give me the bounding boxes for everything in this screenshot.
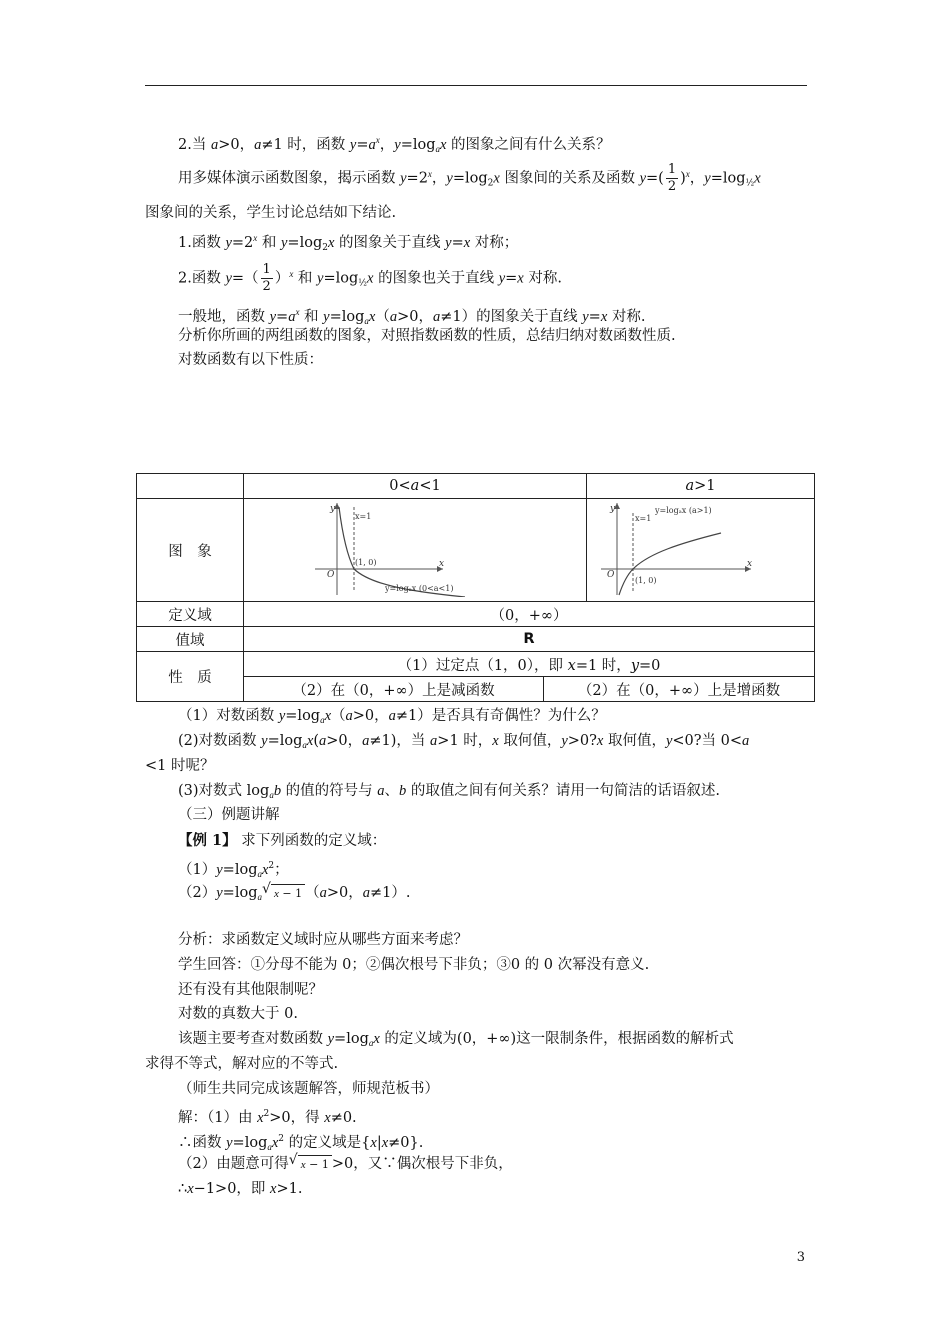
section-3-title: （三）例题讲解 (178, 807, 280, 823)
general-statement: 一般地，函数 $y=a^x$ 和 $y=\log_ax(a>0$，a≠1）的图象关于直线 y=x 对称. (178, 307, 646, 326)
analysis-2: 学生回答：①分母不能为 0；②偶次根号下非负；③0 的 0 次幂没有意义. (178, 957, 650, 973)
prop-increasing: （2）在（0，+∞）上是增函数 (577, 682, 781, 699)
row-domain-label: 定义域 (137, 602, 244, 627)
page-number: 3 (796, 1250, 805, 1265)
analyze-line: 分析你所画的两组函数的图象，对照指数函数的性质，总结归纳对数函数性质. (178, 328, 676, 344)
analysis-1: 分析：求函数定义域时应从哪些方面来考虑？ (178, 932, 468, 948)
solution-1: 解：（1）由 $x^2>0$，得 x≠0. (178, 1109, 357, 1126)
conclusion-2: 2.函数 y=（ $\frac{1}{2}$ ）$^x$ 和 $y=\log_{\frac{1}{2}}x$ 的图象也关于直线 y=x 对称. (178, 262, 562, 294)
graph-increasing (587, 499, 815, 602)
demo-line-2: 图象间的关系，学生讨论总结如下结论. (145, 205, 397, 221)
properties-table (136, 473, 815, 702)
example-1: 【例 1】 求下列函数的定义域： (178, 832, 387, 849)
fixed-point-label: (1, 0) (634, 576, 657, 585)
demo-line: 用多媒体演示函数图象，揭示函数 $y=2^x$，$y=\log_2x$ 图象间的关系及函数 y=( $\frac{1}{2}$ )$^x$，$y=\log_{\frac{1}{2}}x$ (178, 162, 761, 194)
vline-label: x=1 (634, 514, 651, 523)
row-graph-label: 图 象 (137, 499, 244, 602)
example-1-part-2: $(2)y=\log_a√$ x − 1 （a>0，a≠1）. (178, 884, 410, 907)
question-p3: (3)对数式 $\log_ab$ 的值的符号与 a、b 的取值之间有何关系？请用一句简洁的话语叙述. (178, 783, 720, 800)
row-range-label: 值域 (137, 627, 244, 652)
analysis-3: 还有没有其他限制呢？ (178, 982, 323, 998)
graph-decreasing-svg (315, 499, 515, 597)
header-a-gt-1: a>1 (587, 474, 815, 499)
axis-y-label: y (330, 504, 336, 514)
origin-label: O (606, 570, 614, 580)
solution-3: （2）由题意可得√ x − 1 >0，又∵偶次根号下非负， (178, 1155, 513, 1174)
graph-increasing-svg (601, 499, 801, 597)
props-intro: 对数函数有以下性质： (178, 352, 323, 368)
fixed-point-label: (1, 0) (355, 558, 377, 567)
analysis-5: 该题主要考查对数函数 $y=\log_ax$ 的定义域为(0，+∞)这一限制条件，根据函数的解析式 (178, 1031, 734, 1048)
prop-decreasing: （2）在（0，+∞）上是减函数 (244, 677, 544, 702)
origin-label: O (327, 570, 335, 580)
prop-fixed-point: （1）过定点（1，0），即 x=1 时，y=0 (244, 652, 814, 677)
axis-y-label: y (609, 504, 615, 514)
conclusion-1: 1.函数 $y=2^x$ 和 $y=\log_2x$ 的图象关于直线 y=x 对称； (178, 233, 519, 253)
solution-4: ∴x−1>0，即 x>1. (178, 1181, 303, 1197)
axis-x-label: x (746, 559, 752, 569)
example-1-tag: 【例 1】 (178, 832, 237, 849)
question-p2-cont: <1 时呢？ (145, 758, 215, 774)
domain-value: （0，+∞） (244, 602, 815, 627)
vline-label: x=1 (355, 512, 372, 521)
question-2: 2.当 a>0，a≠1 时，函数 $y=a^x$，$y=\log_ax$ 的图象之间有什么关系？ (178, 135, 611, 154)
graph-decreasing (244, 499, 587, 602)
solution-2: ∴函数 $y=\log_ax^2$ 的定义域是{x|x≠0}. (178, 1134, 424, 1152)
analysis-4: 对数的真数大于 0. (178, 1006, 298, 1022)
analysis-5-cont: 求得不等式，解对应的不等式. (145, 1056, 339, 1072)
curve-label: y=logₐx (a>1) (654, 506, 712, 515)
range-value: R (244, 627, 815, 652)
header-rule (145, 85, 807, 86)
analysis-6: （师生共同完成该题解答，师规范板书） (178, 1081, 439, 1097)
axis-x-label: x (439, 559, 445, 569)
row-prop-label: 性 质 (137, 652, 244, 702)
example-1-part-1: $(1)y=\log_ax^2$； (178, 861, 289, 879)
question-p2: (2)对数函数 $y=\log_ax(a>0$，a≠1)，当 a>1 时，x 取何值，y>0?x 取何值，y<0?当 0<a (178, 733, 750, 750)
question-p1: （1）对数函数 $y=\log_ax(a>0$，a≠1）是否具有奇偶性？为什么？ (178, 708, 606, 725)
curve-label: y=logₐx (0<a<1) (385, 584, 454, 593)
header-a-lt-1: 0<a<1 (244, 474, 587, 499)
